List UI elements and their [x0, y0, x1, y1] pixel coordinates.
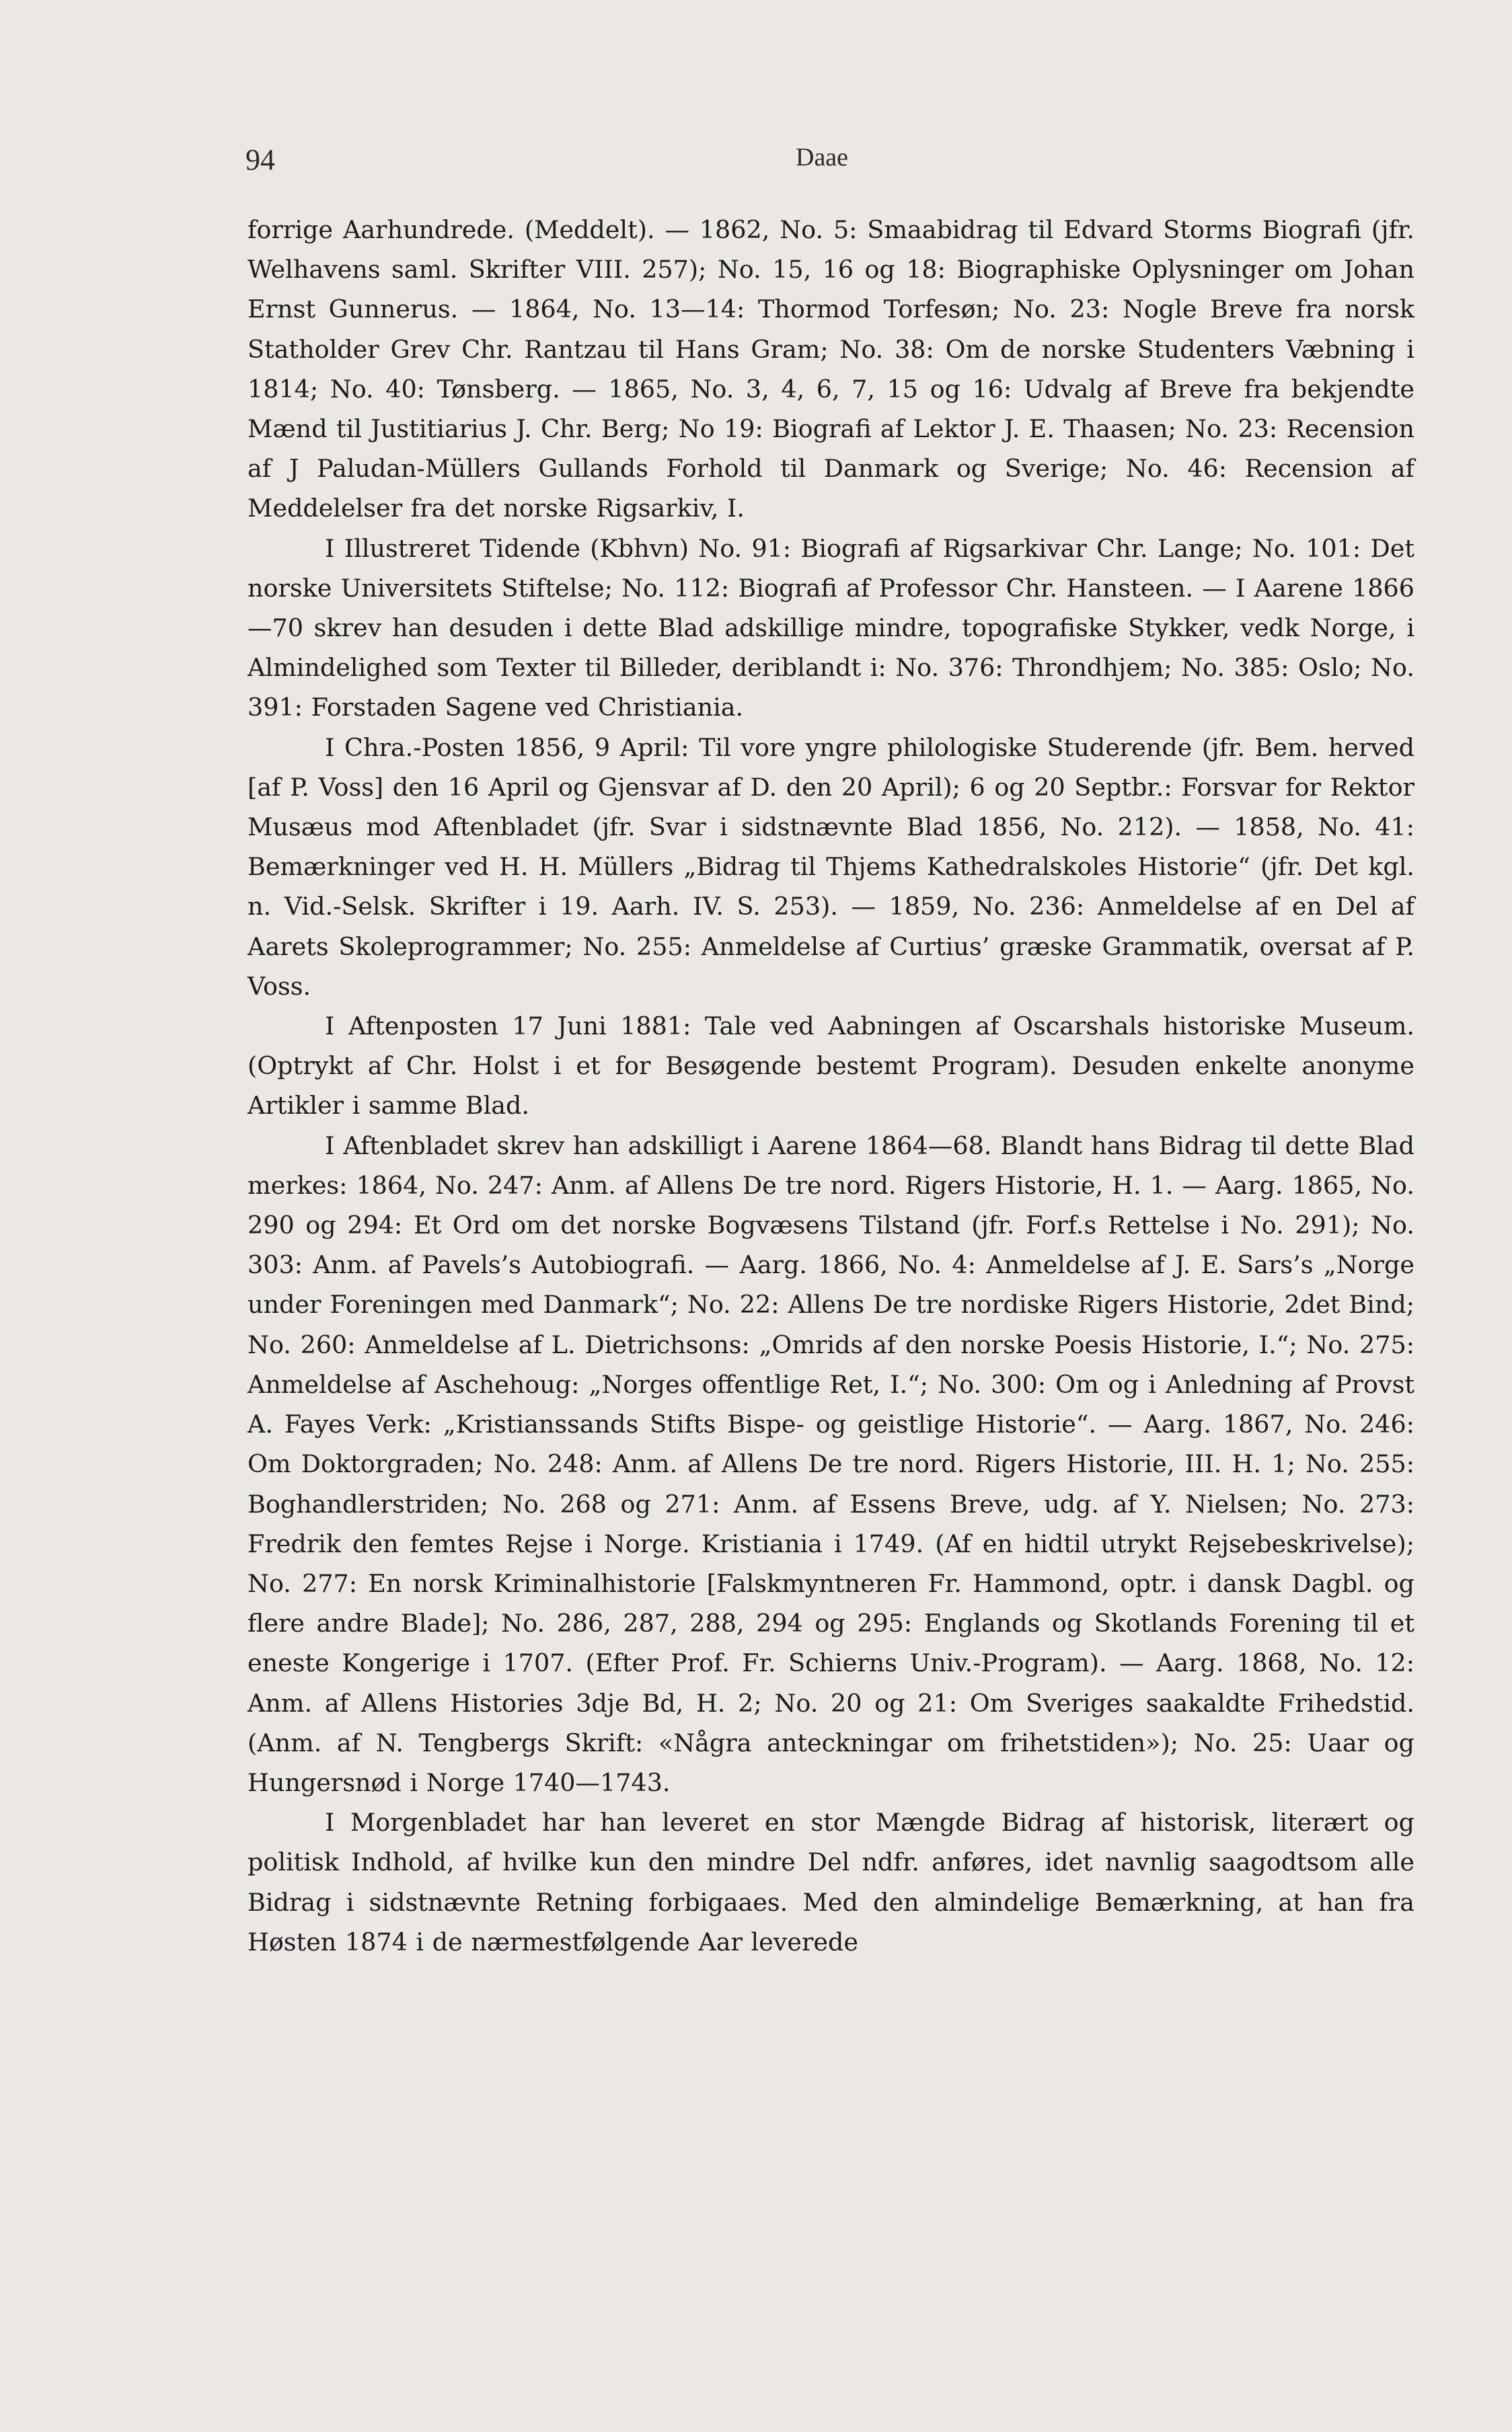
- paragraph-chra-posten: I Chra.-Posten 1856, 9 April: Til vore yngre philologiske Studerende (jfr. Bem. herved [af P. Voss] den 16 April og Gjensvar af D. den 20 April); 6 og 20 Septbr.: Forsvar for Rektor Musæus mod Aftenbladet (jfr. Svar i sidstnævnte Blad 1856, No. 212). — 1858, No. 41: Bemærkninger ved H. H. Müllers „Bidrag til Thjems Kathedralskoles Historie“ (jfr. Det kgl. n. Vid.-Selsk. Skrifter i 19. Aarh. IV. S. 253). — 1859, No. 236: Anmeldelse af en Del af Aarets Skoleprogrammer; No. 255: Anmeldelse af Curtius’ græske Grammatik, oversat af P. Voss.: [248, 732, 1414, 1001]
- page-number: 94: [245, 143, 275, 176]
- body-text: [248, 210, 1414, 1962]
- paragraph-continued: forrige Aarhundrede. (Meddelt). — 1862, No. 5: Smaabidrag til Edvard Storms Biografi (jfr. Welhavens saml. Skrifter VIII. 257); No. 15, 16 og 18: Biographiske Oplysninger om Johan Ernst Gunnerus. — 1864, No. 13—14: Thormod Torfesøn; No. 23: Nogle Breve fra norsk Statholder Grev Chr. Rantzau til Hans Gram; No. 38: Om de norske Studenters Væbning i 1814; No. 40: Tønsberg. — 1865, No. 3, 4, 6, 7, 15 og 16: Udvalg af Breve fra bekjendte Mænd til Justitiarius J. Chr. Berg; No 19: Biografi af Lektor J. E. Thaasen; No. 23: Recension af J Paludan-Müllers Gullands Forhold til Danmark og Sverige; No. 46: Recension af Meddelelser fra det norske Rigsarkiv, I.: [248, 215, 1414, 523]
- paragraph-aftenposten: I Aftenposten 17 Juni 1881: Tale ved Aabningen af Oscarshals historiske Museum. (Optrykt af Chr. Holst i et for Besøgende bestemt Program). Desuden enkelte anonyme Artikler i samme Blad.: [248, 1012, 1414, 1120]
- paragraph-morgenbladet: I Morgenbladet har han leveret en stor Mængde Bidrag af historisk, literært og politisk Indhold, af hvilke kun den mindre Del ndfr. anføres, idet navnlig saagodtsom alle Bidrag i sidstnævnte Retning forbigaaes. Med den almindelige Bemærkning, at han fra Høsten 1874 i de nærmestfølgende Aar leverede: [248, 1808, 1414, 1956]
- running-head: Daae: [796, 143, 849, 172]
- paragraph-aftenbladet: I Aftenbladet skrev han adskilligt i Aarene 1864—68. Blandt hans Bidrag til dette Blad merkes: 1864, No. 247: Anm. af Allens De tre nord. Rigers Historie, H. 1. — Aarg. 1865, No. 290 og 294: Et Ord om det norske Bogvæsens Tilstand (jfr. Forf.s Rettelse i No. 291); No. 303: Anm. af Pavels’s Autobiografi. — Aarg. 1866, No. 4: Anmeldelse af J. E. Sars’s „Norge under Foreningen med Danmark“; No. 22: Allens De tre nordiske Rigers Historie, 2det Bind; No. 260: Anmeldelse af L. Dietrichsons: „Omrids af den norske Poesis Historie, I.“; No. 275: Anmeldelse af Aschehoug: „Norges offentlige Ret, I.“; No. 300: Om og i Anledning af Provst A. Fayes Verk: „Kristianssands Stifts Bispe- og geistlige Historie“. — Aarg. 1867, No. 246: Om Doktorgraden; No. 248: Anm. af Allens De tre nord. Rigers Historie, III. H. 1; No. 255: Boghandlerstriden; No. 268 og 271: Anm. af Essens Breve, udg. af Y. Nielsen; No. 273: Fredrik den femtes Rejse i Norge. Kristiania i 1749. (Af en hidtil utrykt Rejsebeskrivelse); No. 277: En norsk Kriminalhistorie [Falskmyntneren Fr. Hammond, optr. i dansk Dagbl. og flere andre Blade]; No. 286, 287, 288, 294 og 295: Englands og Skotlands Forening til et eneste Kongerige i 1707. (Efter Prof. Fr. Schierns Univ.-Program). — Aarg. 1868, No. 12: Anm. af Allens Histories 3dje Bd, H. 2; No. 20 og 21: Om Sveriges saakaldte Frihedstid. (Anm. af N. Tengbergs Skrift: «Några anteckningar om frihetstiden»); No. 25: Uaar og Hungersnød i Norge 1740—1743.: [248, 1131, 1414, 1797]
- page-header: [245, 143, 1263, 183]
- paragraph-illustreret-tidende: I Illustreret Tidende (Kbhvn) No. 91: Biografi af Rigsarkivar Chr. Lange; No. 101: Det norske Universitets Stiftelse; No. 112: Biografi af Professor Chr. Hansteen. — I Aarene 1866—70 skrev han desuden i dette Blad adskillige mindre, topografiske Stykker, vedk Norge, i Almindelighed som Texter til Billeder, deriblandt i: No. 376: Throndhjem; No. 385: Oslo; No. 391: Forstaden Sagene ved Christiania.: [248, 533, 1414, 722]
